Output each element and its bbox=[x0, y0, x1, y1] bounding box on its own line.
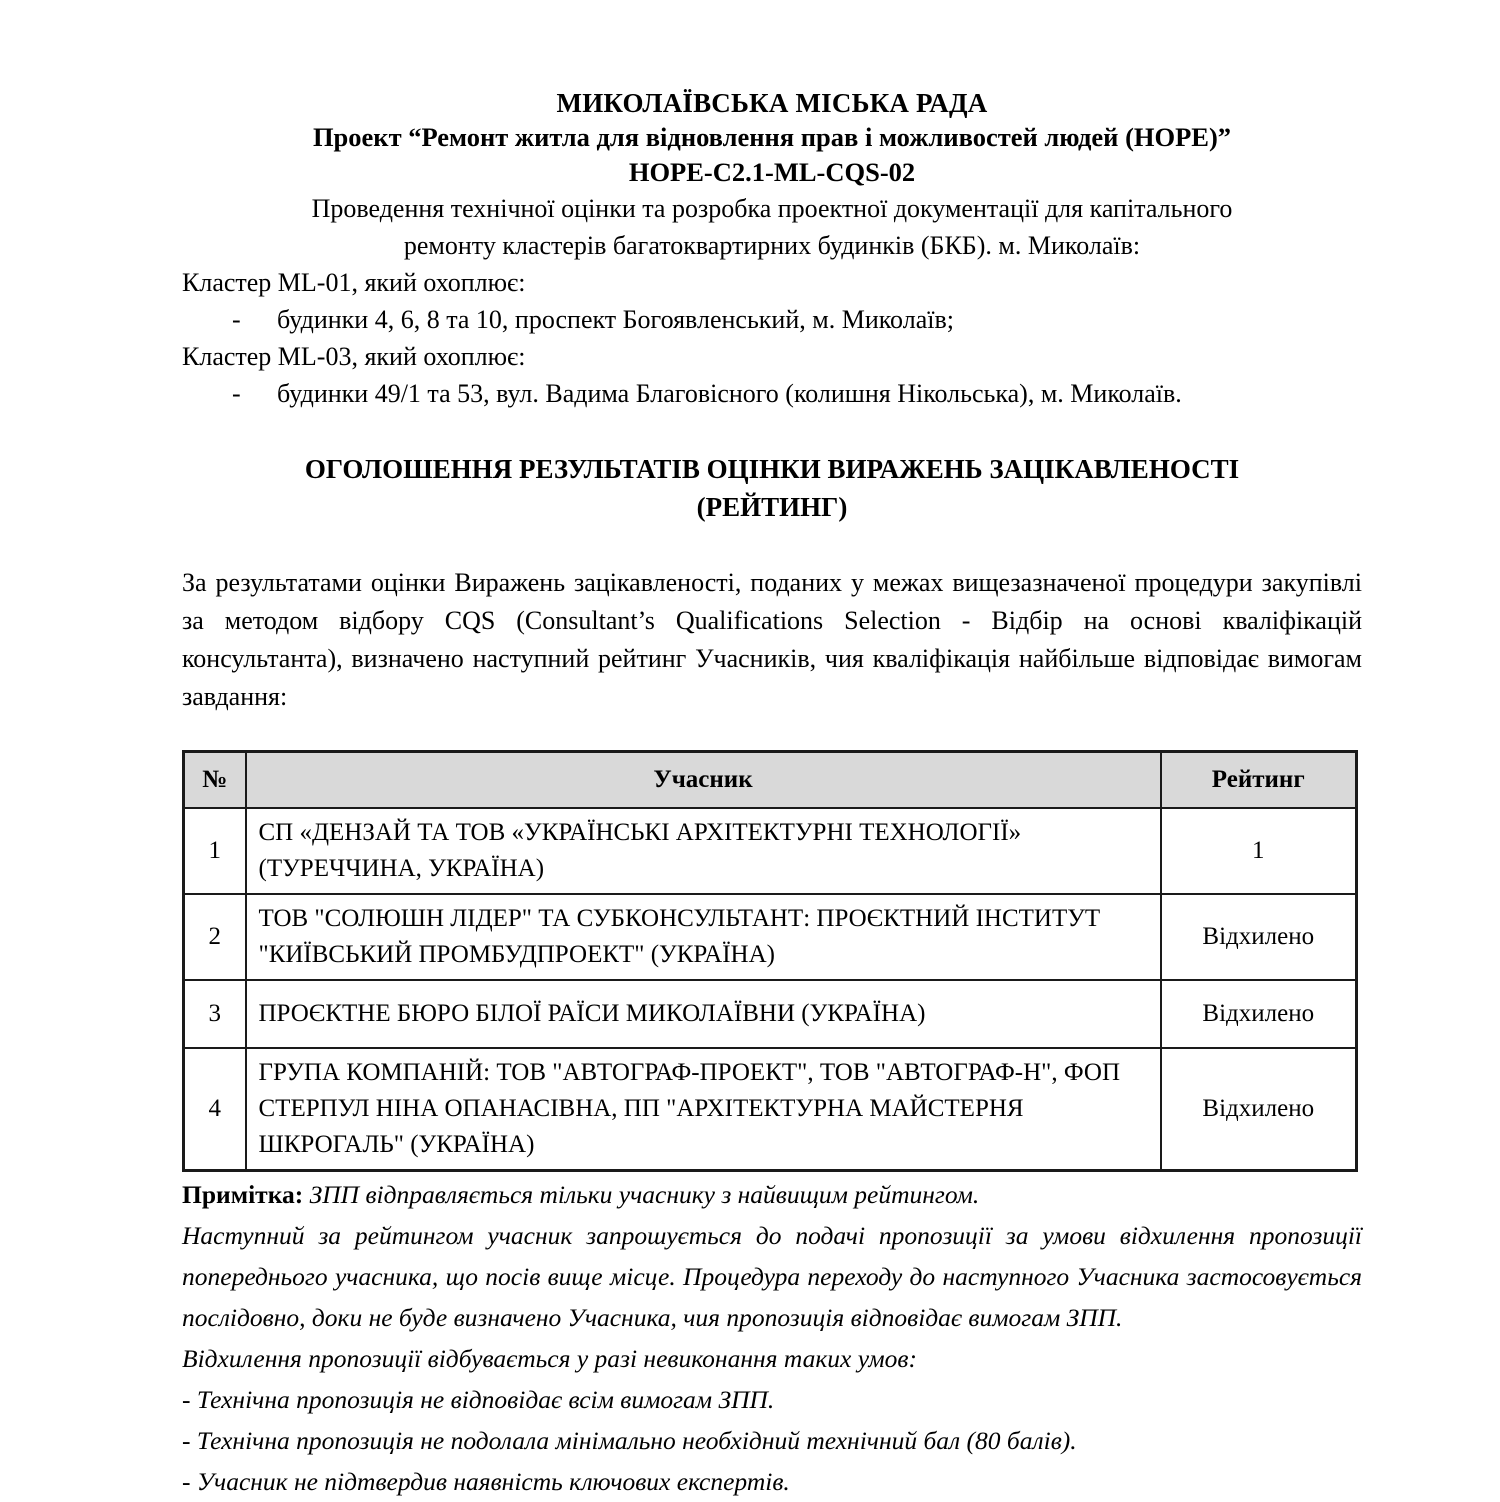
row-rating: 1 bbox=[1161, 808, 1357, 894]
row-rating: Відхилено bbox=[1161, 894, 1357, 980]
notes-section bbox=[182, 1174, 1362, 1502]
note-condition-3: - Учасник не підтвердив наявність ключових експертів. bbox=[182, 1467, 790, 1496]
intro-paragraph: За результатами оцінки Виражень зацікавленості, поданих у межах вищезазначеної процедури закупівлі за методом відбору CQS (Consultant’s Qualifications Selection - Відбір на основі кваліфікацій консультанта), визначено наступний рейтинг Учасників, чия кваліфікація найбільше відповідає вимогам завдання: bbox=[182, 568, 1362, 711]
table-row bbox=[184, 980, 1357, 1048]
cluster-ml03-label: Кластер ML-03, який охоплює: bbox=[182, 342, 526, 371]
scope-line-1: Проведення технічної оцінки та розробка проектної документації для капітального bbox=[311, 194, 1233, 223]
announcement-heading-line-2: (РЕЙТИНГ) bbox=[696, 492, 848, 522]
row-participant: ГРУПА КОМПАНІЙ: ТОВ "АВТОГРАФ-ПРОЕКТ", ТОВ "АВТОГРАФ-Н", ФОП СТЕРПУЛ НІНА ОПАНАСІВНА, ПП "АРХІТЕКТУРНА МАЙСТЕРНЯ ШКРОГАЛЬ" (УКРАЇНА) bbox=[246, 1048, 1161, 1171]
note-label: Примітка: bbox=[182, 1180, 304, 1209]
document-content bbox=[182, 86, 1362, 1502]
column-header-number: № bbox=[184, 752, 246, 809]
table-row bbox=[184, 894, 1357, 980]
row-participant: СП «ДЕНЗАЙ ТА ТОВ «УКРАЇНСЬКІ АРХІТЕКТУРНІ ТЕХНОЛОГІЇ» (ТУРЕЧЧИНА, УКРАЇНА) bbox=[246, 808, 1161, 894]
table-header-row bbox=[184, 752, 1357, 809]
note-primary bbox=[182, 1174, 1362, 1215]
cluster-ml03-bullet bbox=[182, 375, 1362, 412]
cluster-ml03-bullet-text: будинки 49/1 та 53, вул. Вадима Благовісного (колишня Нікольська), м. Миколаїв. bbox=[277, 379, 1182, 408]
row-participant: ПРОЄКТНЕ БЮРО БІЛОЇ РАЇСИ МИКОЛАЇВНИ (УКРАЇНА) bbox=[246, 980, 1161, 1048]
column-header-rating: Рейтинг bbox=[1161, 752, 1357, 809]
note-conditions-intro: Відхилення пропозиції відбувається у разі невиконання таких умов: bbox=[182, 1344, 917, 1373]
row-number: 2 bbox=[184, 894, 246, 980]
row-participant: ТОВ "СОЛЮШН ЛІДЕР" ТА СУБКОНСУЛЬТАНТ: ПРОЄКТНИЙ ІНСТИТУТ "КИЇВСЬКИЙ ПРОМБУДПРОЕКТ" (УКРАЇНА) bbox=[246, 894, 1161, 980]
column-header-participant: Учасник bbox=[246, 752, 1161, 809]
table-row bbox=[184, 1048, 1357, 1171]
bullet-dash-icon: - bbox=[232, 305, 241, 334]
organization-title: МИКОЛАЇВСЬКА МІСЬКА РАДА bbox=[556, 88, 988, 118]
note-text: ЗПП відправляється тільки учаснику з найвищим рейтингом. bbox=[303, 1180, 980, 1209]
scope-line-2: ремонту кластерів багатоквартирних будинків (БКБ). м. Миколаїв: bbox=[403, 231, 1141, 260]
note-condition-2: - Технічна пропозиція не подолала мінімально необхідний технічний бал (80 балів). bbox=[182, 1426, 1077, 1455]
bullet-dash-icon: - bbox=[232, 379, 241, 408]
note-condition-1: - Технічна пропозиція не відповідає всім вимогам ЗПП. bbox=[182, 1385, 775, 1414]
announcement-heading bbox=[182, 450, 1362, 526]
row-number: 1 bbox=[184, 808, 246, 894]
cluster-ml01-bullet bbox=[182, 301, 1362, 338]
note-procedure-paragraph: Наступний за рейтингом учасник запрошується до подачі пропозиції за умови відхилення пропозиції попереднього учасника, що посів вище місце. Процедура переходу до наступного Учасника застосовується послідовно, доки не буде визначено Учасника, чия пропозиція відповідає вимогам ЗПП. bbox=[182, 1221, 1362, 1332]
project-code: HOPE-C2.1-ML-CQS-02 bbox=[628, 157, 916, 187]
row-rating: Відхилено bbox=[1161, 1048, 1357, 1171]
row-rating: Відхилено bbox=[1161, 980, 1357, 1048]
rating-table bbox=[182, 750, 1358, 1172]
row-number: 4 bbox=[184, 1048, 246, 1171]
table-row bbox=[184, 808, 1357, 894]
cluster-ml01-bullet-text: будинки 4, 6, 8 та 10, проспект Богоявленський, м. Миколаїв; bbox=[277, 305, 954, 334]
announcement-heading-line-1: ОГОЛОШЕННЯ РЕЗУЛЬТАТІВ ОЦІНКИ ВИРАЖЕНЬ ЗАЦІКАВЛЕНОСТІ bbox=[304, 454, 1240, 484]
row-number: 3 bbox=[184, 980, 246, 1048]
cluster-ml01-label: Кластер ML-01, який охоплює: bbox=[182, 268, 526, 297]
project-title: Проект “Ремонт житла для відновлення прав і можливостей людей (HOPE)” bbox=[312, 122, 1232, 152]
